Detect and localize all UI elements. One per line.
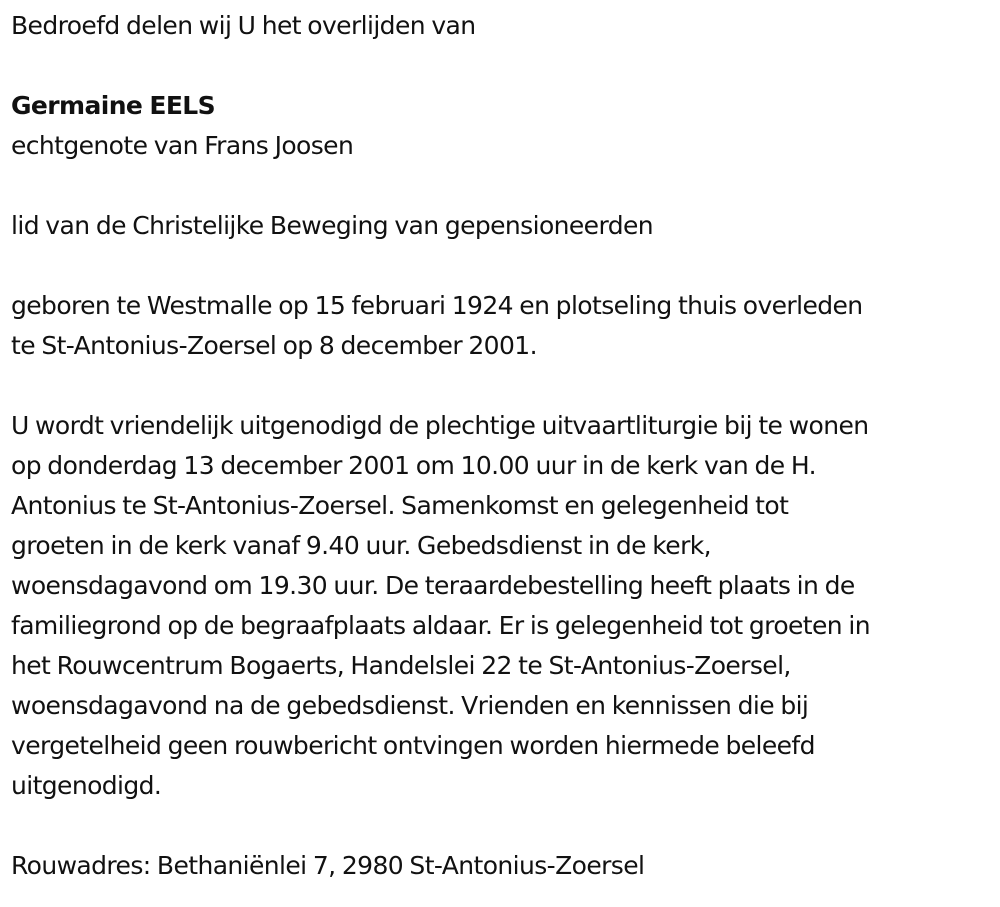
text-line: U wordt vriendelijk uitgenodigd de plechtige uitvaartliturgie bij te wonen	[11, 411, 869, 440]
funeral-paragraph	[11, 406, 992, 806]
spacer	[11, 166, 992, 206]
text-line: woensdagavond om 19.30 uur. De teraardebestelling heeft plaats in de	[11, 571, 855, 600]
text-line: het Rouwcentrum Bogaerts, Handelslei 22 te St-Antonius-Zoersel,	[11, 651, 791, 680]
intro-line: Bedroefd delen wij U het overlijden van	[11, 11, 476, 40]
membership-line: lid van de Christelijke Beweging van gepensioneerden	[11, 211, 653, 240]
text-line: vergetelheid geen rouwbericht ontvingen worden hiermede beleefd	[11, 731, 815, 760]
deceased-name: Germaine EELS	[11, 91, 216, 120]
text-line: te St-Antonius-Zoersel op 8 december 2001.	[11, 331, 537, 360]
spacer	[11, 246, 992, 286]
spacer	[11, 806, 992, 846]
text-line: groeten in de kerk vanaf 9.40 uur. Gebedsdienst in de kerk,	[11, 531, 711, 560]
text-line: familiegrond op de begraafplaats aldaar. Er is gelegenheid tot groeten in	[11, 611, 870, 640]
text-line: woensdagavond na de gebedsdienst. Vrienden en kennissen die bij	[11, 691, 809, 720]
spacer	[11, 46, 992, 86]
spouse-line: echtgenote van Frans Joosen	[11, 131, 354, 160]
spacer	[11, 366, 992, 406]
text-line: Antonius te St-Antonius-Zoersel. Samenkomst en gelegenheid tot	[11, 491, 789, 520]
text-line: geboren te Westmalle op 15 februari 1924 en plotseling thuis overleden	[11, 291, 863, 320]
text-line: op donderdag 13 december 2001 om 10.00 uur in de kerk van de H.	[11, 451, 816, 480]
birth-death-paragraph	[11, 286, 992, 366]
text-line: uitgenodigd.	[11, 771, 162, 800]
mourning-address: Rouwadres: Bethaniënlei 7, 2980 St-Antonius-Zoersel	[11, 851, 645, 880]
